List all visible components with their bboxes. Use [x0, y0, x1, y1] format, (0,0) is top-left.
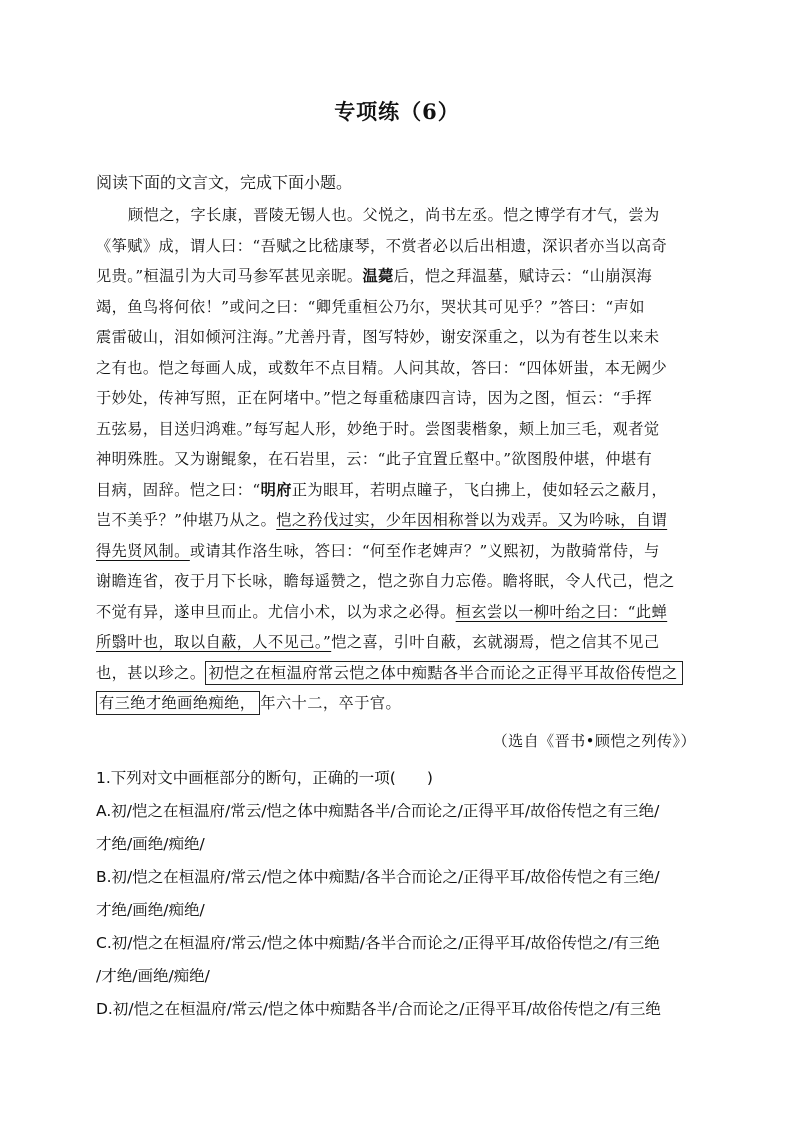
option-b[interactable]: B.初/恺之在桓温府/常云/恺之体中痴黠/各半合而论之/正得平耳/故俗传恺之有三绝/: [96, 868, 660, 886]
boxed-sentence: 初恺之在桓温府常云恺之体中痴黠各半合而论之正得平耳故俗传恺之: [205, 661, 682, 685]
source-citation: （选自《晋书•顾恺之列传》）: [492, 732, 696, 750]
passage-text: 正为眼耳，若明点瞳子，飞白拂上，使如轻云之蔽月，: [291, 480, 668, 499]
option-a[interactable]: A.初/恺之在桓温府/常云/恺之体中痴黠各半/合而论之/正得平耳/故俗传恺之有三绝/: [96, 802, 660, 820]
option-c[interactable]: C.初/恺之在桓温府/常云/恺之体中痴黠/各半合而论之/正得平耳/故俗传恺之/有三绝: [96, 934, 660, 952]
passage-line: 五弦易，目送归鸿难。”每写起人形，妙绝于时。尝图裴楷象，颊上加三毛，观者觉: [96, 419, 660, 438]
passage-line: [96, 475, 696, 506]
passage-text: 或请其作洛生咏，答曰：“何至作老婢声？”义熙初，为散骑常侍，与: [189, 541, 660, 560]
question-block: [96, 762, 706, 1026]
underlined-sentence: 桓玄尝以一柳叶绐之曰：“此蝉: [455, 602, 668, 621]
passage-line: [96, 688, 696, 719]
option-d[interactable]: D.初/恺之在桓温府/常云/恺之体中痴黠各半/合而论之/正得平耳/故俗传恺之/有三绝: [96, 1000, 661, 1018]
underlined-sentence: 所翳叶也，取以自蔽，人不见己。”: [96, 633, 332, 651]
passage-text: 见贵。”桓温引为大司马参军甚见亲昵。: [96, 267, 363, 285]
bold-word: 明府: [260, 480, 292, 499]
passage-line: 《筝赋》成，谓人曰：“吾赋之比嵇康琴，不赏者必以后出相遗，深识者亦当以高奇: [96, 236, 668, 255]
option-c-cont: /才绝/画绝/痴绝/: [96, 967, 210, 985]
passage-line: 神明殊胜。又为谢鲲象，在石岩里，云：“此子宜置丘壑中。”欲图殷仲堪，仲堪有: [96, 450, 653, 468]
page-title: 专项练（6）: [334, 99, 460, 124]
passage-text: 年六十二，卒于官。: [260, 694, 402, 712]
instruction: 阅读下面的文言文，完成下面小题。: [96, 173, 353, 192]
passage-line: 震雷破山，泪如倾河注海。”尤善丹青，图写特妙，谢安深重之，以为有苍生以来未: [96, 328, 660, 346]
passage-line: 顾恺之，字长康，晋陵无锡人也。父悦之，尚书左丞。恺之博学有才气，尝为: [128, 206, 660, 224]
underlined-sentence: 恺之矜伐过实，少年因相称誉以为戏弄。又为吟咏，自谓: [276, 511, 668, 529]
passage-text: 岂不美乎？”仲堪乃从之。: [96, 511, 277, 529]
passage-text: 恺之喜，引叶自蔽，玄就溺焉，恺之信其不见己: [331, 633, 660, 651]
boxed-sentence: 有三绝才绝画绝痴绝，: [96, 691, 260, 715]
option-b-cont: 才绝/画绝/痴绝/: [96, 901, 205, 919]
passage-line: 于妙处，传神写照，正在阿堵中。”恺之每重嵇康四言诗，因为之图，恒云：“手挥: [96, 389, 653, 407]
passage-line: 之有也。恺之每画人成，或数年不点目精。人问其故，答曰：“四体妍蚩，本无阙少: [96, 358, 668, 377]
passage-text: 不觉有异，遂申旦而止。尤信小术，以为求之必得。: [96, 602, 456, 621]
passage-line: [96, 536, 696, 567]
passage-line: 竭，鱼鸟将何依！”或问之曰：“卿凭重桓公乃尔，哭状其可见乎？”答曰：“声如: [96, 297, 645, 316]
question-stem: 1.下列对文中画框部分的断句，正确的一项( ): [96, 769, 433, 787]
passage-line: [96, 627, 696, 658]
bold-word: 温薨: [362, 267, 394, 285]
passage-line: 谢瞻连省，夜于月下长咏，瞻每遥赞之，恺之弥自力忘倦。瞻将眠，令人代己，恺之: [96, 572, 675, 590]
passage-line: [96, 505, 696, 536]
passage-line: [96, 261, 696, 292]
passage-text: 也，甚以珍之。: [96, 663, 206, 682]
passage-text: 目病，固辞。恺之曰：“: [96, 480, 261, 499]
passage-text: 后，恺之拜温墓，赋诗云：“山崩溟海: [393, 267, 653, 285]
passage-line: [96, 658, 696, 689]
passage-line: [96, 597, 696, 628]
underlined-sentence: 得先贤风制。: [96, 541, 190, 560]
option-a-cont: 才绝/画绝/痴绝/: [96, 835, 205, 853]
classical-passage: [96, 200, 696, 719]
